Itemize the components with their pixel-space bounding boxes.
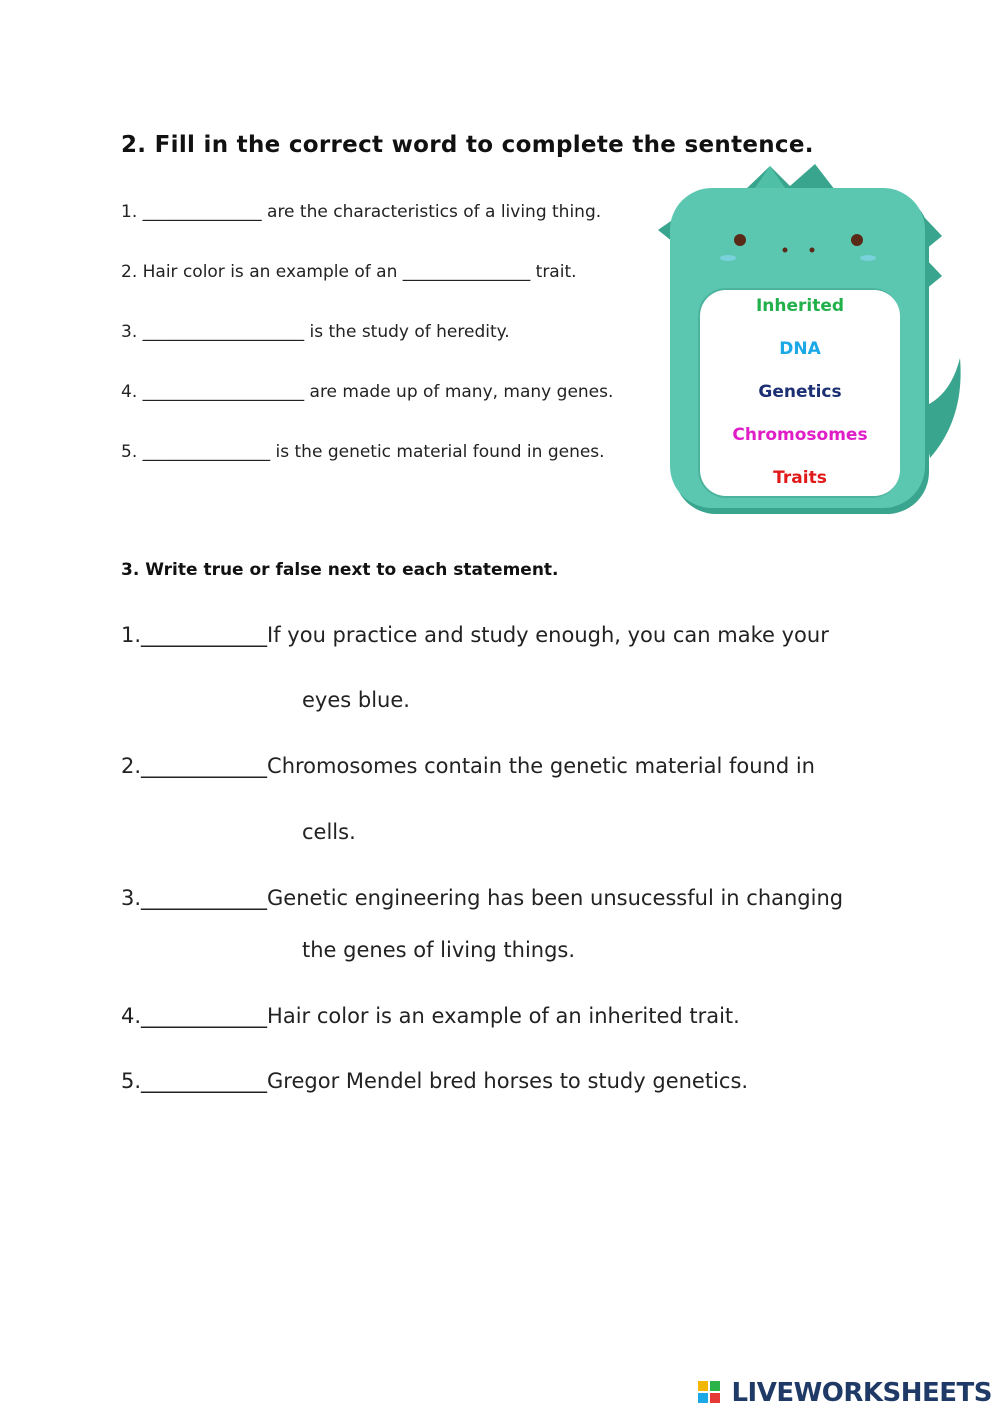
word-bank-dna: DNA (779, 339, 821, 359)
tf-item-1-continued: eyes blue. (302, 688, 410, 712)
word-bank-inherited: Inherited (755, 296, 845, 316)
tf-item-3-continued: the genes of living things. (302, 938, 576, 962)
fill-item-1: 1. ______________ are the characteristics of a living thing. (121, 202, 602, 222)
tf-item-2: 2.____________Chromosomes contain the genetic material found in (121, 754, 815, 778)
fill-item-3: 3. ___________________ is the study of heredity. (121, 322, 510, 342)
fill-item-5: 5. _______________ is the genetic material found in genes. (121, 442, 605, 462)
fill-item-4: 4. ___________________ are made up of many, many genes. (121, 382, 614, 402)
liveworksheets-logo-text[interactable]: LIVEWORKSHEETS (731, 1378, 992, 1408)
tf-item-4: 4.____________Hair color is an example of an inherited trait. (121, 1004, 740, 1028)
section-2-heading: 2. Fill in the correct word to complete the sentence. (121, 132, 814, 158)
word-bank-genetics: Genetics (758, 382, 842, 402)
tf-item-3: 3.____________Genetic engineering has been unsucessful in changing (121, 886, 844, 910)
liveworksheets-logo-icon (698, 1381, 720, 1403)
fill-item-2: 2. Hair color is an example of an _______________ trait. (121, 262, 577, 282)
word-bank-traits: Traits (773, 468, 827, 488)
tf-item-1: 1.____________If you practice and study enough, you can make your (121, 623, 829, 647)
tf-item-5: 5.____________Gregor Mendel bred horses to study genetics. (121, 1069, 749, 1093)
tf-item-2-continued: cells. (302, 820, 356, 844)
section-3-heading: 3. Write true or false next to each statement. (121, 560, 559, 580)
word-bank-chromosomes: Chromosomes (732, 425, 868, 445)
